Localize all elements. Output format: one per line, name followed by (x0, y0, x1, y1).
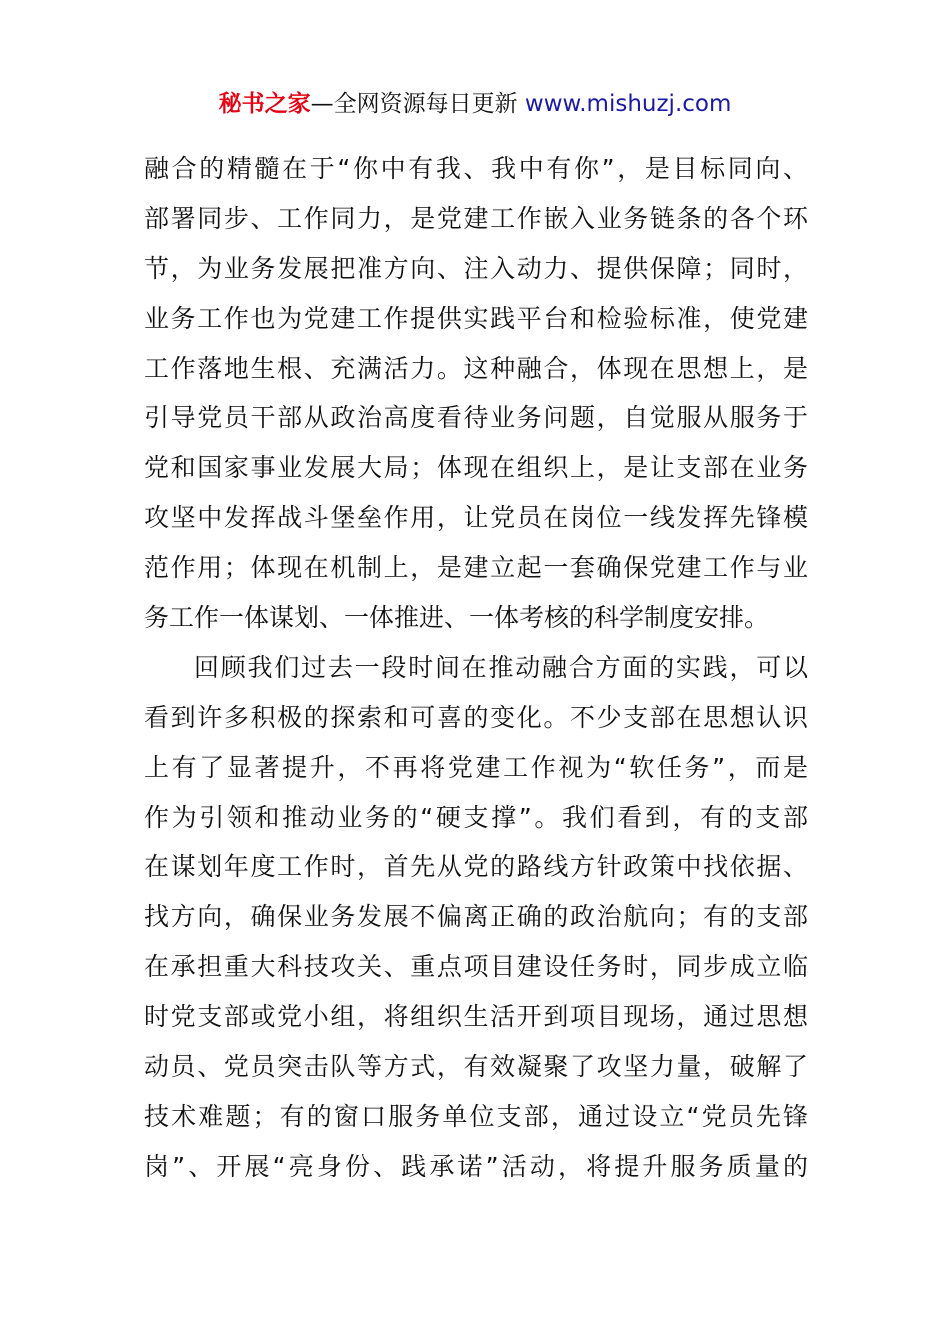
text-line: 动员、党员突击队等方式，有效凝聚了攻坚力量，破解了 (144, 1052, 808, 1082)
page-header (0, 86, 950, 122)
header-url-link[interactable]: www.mishuzj.com (524, 91, 732, 117)
paragraph-2 (144, 643, 808, 1192)
text-line: 岗”、开展“亮身份、践承诺”活动，将提升服务质量的 (144, 1151, 808, 1181)
text-line: 工作落地生根、充满活力。这种融合，体现在思想上，是 (144, 353, 808, 383)
text-line: 上有了显著提升，不再将党建工作视为“软任务”，而是 (144, 752, 808, 782)
text-line: 回顾我们过去一段时间在推动融合方面的实践，可以 (194, 652, 808, 682)
header-brand: 秘书之家 (218, 91, 311, 117)
text-line: 业务工作也为党建工作提供实践平台和检验标准，使党建 (144, 303, 808, 333)
text-line: 攻坚中发挥战斗堡垒作用，让党员在岗位一线发挥先锋模 (144, 503, 808, 533)
text-line: 节，为业务发展把准方向、注入动力、提供保障；同时， (144, 253, 808, 283)
text-line: 融合的精髓在于“你中有我、我中有你”，是目标同向、 (144, 154, 808, 183)
text-line: 看到许多积极的探索和可喜的变化。不少支部在思想认识 (144, 702, 808, 732)
text-line: 部署同步、工作同力，是党建工作嵌入业务链条的各个环 (144, 203, 808, 233)
paragraph-1 (144, 144, 808, 643)
text-line: 找方向，确保业务发展不偏离正确的政治航向；有的支部 (144, 902, 808, 932)
text-line: 党和国家事业发展大局；体现在组织上，是让支部在业务 (144, 453, 808, 483)
text-line: 技术难题；有的窗口服务单位支部，通过设立“党员先锋 (144, 1101, 808, 1131)
text-line: 在承担重大科技攻关、重点项目建设任务时，同步成立临 (144, 952, 808, 982)
header-tagline: —全网资源每日更新 (310, 91, 525, 117)
text-line: 引导党员干部从政治高度看待业务问题，自觉服从服务于 (144, 403, 808, 433)
text-line: 范作用；体现在机制上，是建立起一套确保党建工作与业 (144, 553, 808, 583)
text-line: 时党支部或党小组，将组织生活开到项目现场，通过思想 (144, 1002, 808, 1032)
text-line: 务工作一体谋划、一体推进、一体考核的科学制度安排。 (144, 603, 770, 633)
document-body (144, 144, 808, 1192)
text-line: 在谋划年度工作时，首先从党的路线方针政策中找依据、 (144, 852, 808, 882)
text-line: 作为引领和推动业务的“硬支撑”。我们看到，有的支部 (144, 802, 808, 832)
